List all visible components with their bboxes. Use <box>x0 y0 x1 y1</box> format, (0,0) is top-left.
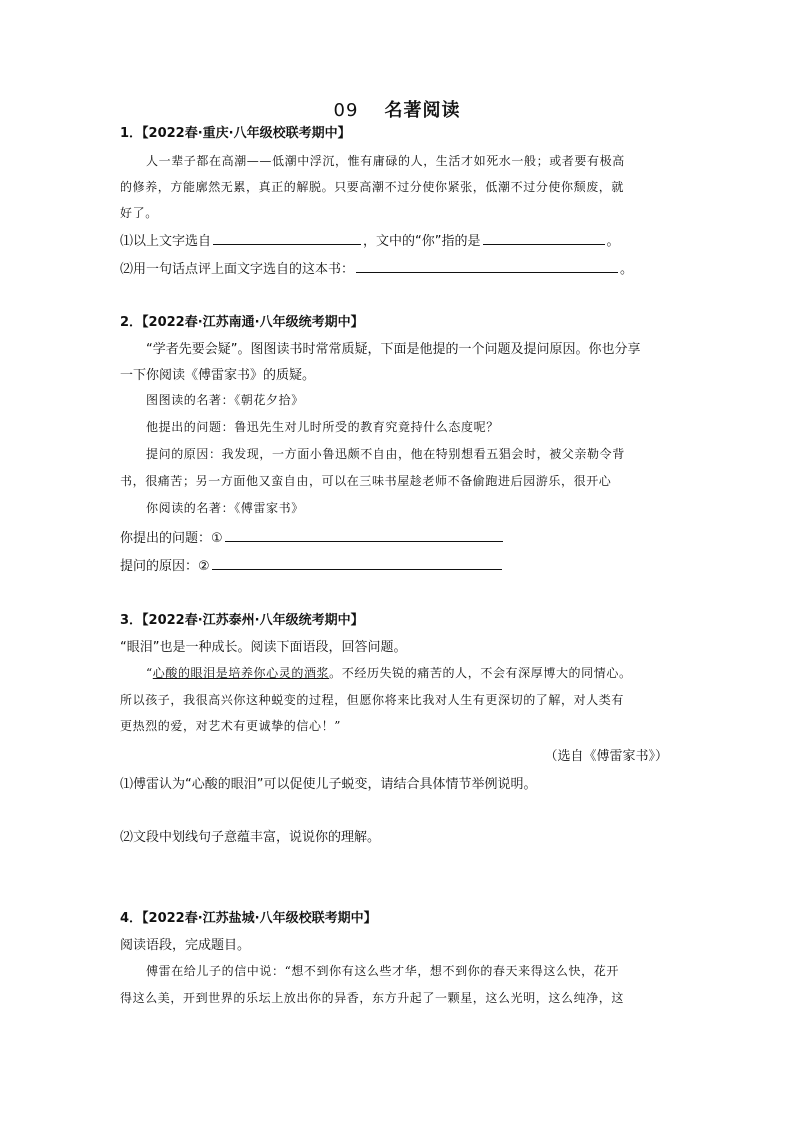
q3-underlined-sentence: 心酸的眼泪是培养你心灵的酒浆 <box>152 666 330 680</box>
q4-passage-line-2: 得这么美，开到世界的乐坛上放出你的异香，东方升起了一颗星，这么光明，这么纯净，这 <box>120 991 625 1005</box>
q2-example-reason-line-2: 书，很痛苦；另一方面他又蛮自由，可以在三味书屋趁老师不备偷跑进后园游乐，很开心 <box>120 474 612 488</box>
q1-sub-2-prefix: ⑵用一句话点评上面文字选自的这本书： <box>120 262 355 277</box>
q1-sub-1-end: 。 <box>606 234 620 249</box>
circled-number-1: ① <box>211 531 223 546</box>
answer-blank[interactable] <box>483 232 605 245</box>
q1-passage-line-1: 人一辈子都在高潮——低潮中浮沉，惟有庸碌的人，生活才如死水一般；或者要有极高 <box>146 154 625 168</box>
q3-passage-rest: 。不经历失锐的痛苦的人，不会有深厚博大的同情心。 <box>329 666 632 680</box>
q3-heading: 3．【2022春·江苏泰州·八年级统考期中】 <box>120 613 364 628</box>
q1-sub-2-end: 。 <box>620 262 634 277</box>
q2-example-book: 图图读的名著：《朝花夕拾》 <box>146 393 304 407</box>
q2-heading: 2．【2022春·江苏南通·八年级统考期中】 <box>120 315 364 330</box>
answer-blank[interactable] <box>356 260 618 273</box>
q1-passage-line-2: 的修养，方能廓然无累，真正的解脱。只要高潮不过分使你紧张，低潮不过分使你颓废，就 <box>120 180 625 194</box>
q3-passage-line-1 <box>146 664 632 681</box>
q2-answer-reason <box>120 555 504 574</box>
q1-sub-2 <box>120 258 633 277</box>
q2-example-question: 他提出的问题：鲁迅先生对儿时所受的教育究竟持什么态度呢？ <box>146 420 499 434</box>
circled-number-2: ② <box>198 559 210 574</box>
answer-blank[interactable] <box>213 232 361 245</box>
q3-passage-line-3: 更热烈的爱，对艺术有更诚挚的信心！” <box>120 719 341 733</box>
q2-example-reason-line-1: 提问的原因：我发现，一方面小鲁迅颇不自由，他在特别想看五猖会时，被父亲勒令背 <box>146 447 625 461</box>
chapter-title: 名著阅读 <box>384 100 461 121</box>
q3-intro: “眼泪”也是一种成长。阅读下面语段，回答问题。 <box>120 640 407 655</box>
q1-sub-1-middle: ，文中的“你”指的是 <box>363 234 481 249</box>
q3-quote-open: “ <box>146 666 153 680</box>
q2-your-book: 你阅读的名著：《傅雷家书》 <box>146 501 304 515</box>
q4-intro: 阅读语段，完成题目。 <box>120 938 251 953</box>
q3-passage-line-2: 所以孩子，我很高兴你这种蜕变的过程，但愿你将来比我对人生有更深切的了解，对人类有 <box>120 693 625 707</box>
q3-sub-2: ⑵文段中划线句子意蕴丰富，说说你的理解。 <box>120 830 381 845</box>
q2-intro-line-1: “学者先要会疑”。图图读书时常常质疑，下面是他提的一个问题及提问原因。你也分享 <box>146 342 641 357</box>
q1-heading: 1．【2022春·重庆·八年级校联考期中】 <box>120 126 351 141</box>
answer-blank[interactable] <box>212 557 502 570</box>
q2-answer-question <box>120 527 505 546</box>
q4-passage-line-1: 傅雷在给儿子的信中说：“想不到你有这么些才华，想不到你的春天来得这么快，花开 <box>146 964 619 978</box>
q3-source: （选自《傅雷家书》） <box>544 749 668 764</box>
page-title <box>0 96 794 122</box>
answer-blank[interactable] <box>225 529 503 542</box>
q2-answer-question-label: 你提出的问题： <box>120 531 212 546</box>
q3-sub-1: ⑴傅雷认为“心酸的眼泪”可以促使儿子蜕变，请结合具体情节举例说明。 <box>120 777 537 792</box>
q1-sub-1-prefix: ⑴以上文字选自 <box>120 234 212 249</box>
chapter-number: 09 <box>333 100 359 121</box>
q2-answer-reason-label: 提问的原因： <box>120 559 199 574</box>
q1-sub-1 <box>120 230 620 249</box>
q1-passage-line-3: 好了。 <box>120 206 158 220</box>
q2-intro-line-2: 一下你阅读《傅雷家书》的质疑。 <box>120 368 316 383</box>
q4-heading: 4．【2022春·江苏盐城·八年级校联考期中】 <box>120 911 377 926</box>
